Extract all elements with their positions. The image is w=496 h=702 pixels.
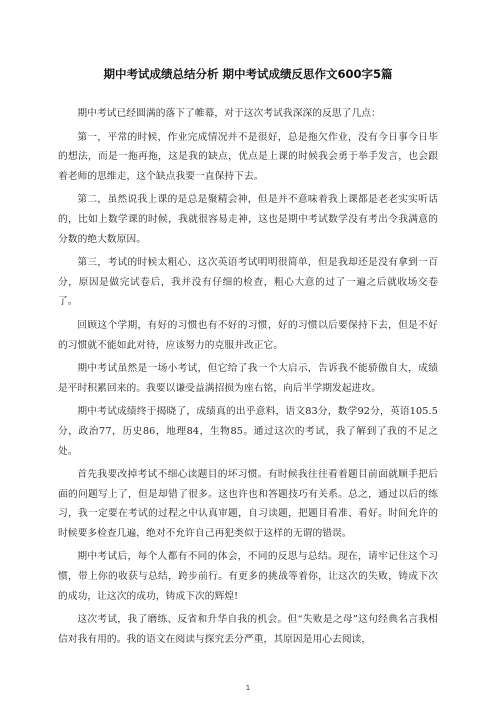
paragraph-10: 这次考试，我了磨练、反省和升华自我的机会。但“失败是之母”这句经典名言我相信对我有用的。我的语文在阅读与探究丢分严重，其原因是用心去阅读，	[58, 614, 438, 645]
paragraph-4: 第三，考试的时候太粗心、这次英语考试明明很简单，但是我却还是没有拿到一百分，原因是做完试卷后，我并没有仔细的检查，粗心大意的过了一遍之后就收场交卷了。	[58, 257, 438, 308]
paragraph-1: 期中考试已经圆满的落下了帷幕，对于这次考试我深深的反思了几点：	[77, 108, 381, 119]
paragraph-7: 期中考试成绩终于揭晓了，成绩真的出乎意料，语文83分，数学92分，英语105.5分，政治77，历史86，地理84，生物85。通过这次的考试，我了解到了我的不足之处。	[58, 406, 438, 457]
paragraph-9: 期中考试后，每个人都有不同的体会，不同的反思与总结。现在，请牢记住这个习惯，带上你的收获与总结，跨步前行。有更多的挑战等着你，让这次的失败，铸成下次的成功，让这次的成功，铸成下次的辉煌!	[58, 551, 438, 602]
paragraph-2: 第一，平常的时候，作业完成情况并不是很好，总是拖欠作业，没有今日事今日毕的想法，而是一拖再拖，这是我的缺点，优点是上课的时候我会勇于举手发言，也会跟着老师的思维走，这个缺点我要一直保持下去。	[58, 131, 438, 182]
page-number: 1	[245, 684, 251, 692]
paragraph-5: 回顾这个学期，有好的习惯也有不好的习惯，好的习惯以后要保持下去，但是不好的习惯就不能如此对待，应该努力的克服并改正它。	[58, 319, 438, 351]
document-body	[58, 104, 438, 649]
document-title: 期中考试成绩总结分析 期中考试成绩反思作文600字5篇	[103, 67, 393, 81]
paragraph-3: 第二，虽然说我上课的是总是聚精会神，但是并不意味着我上课都是老老实实听话的，比如上数学课的时候，我就很容易走神，这也是期中考试数学没有考出令我满意的分数的绝大数原因。	[58, 194, 438, 245]
paragraph-8: 首先我要改掉考试不细心读题目的坏习惯。有时候我往往看着题目前面就顺手把后面的问题写上了，但是却错了很多。这也许也和答题技巧有关系。总之，通过以后的练习，我一定要在考试的过程之中认真审题，自习读题，把题目看准、看好。时间允许的时候要多检查几遍，绝对不允许自己再犯类似于这样的无谓的错误。	[58, 469, 438, 539]
paragraph-6: 期中考试虽然是一场小考试，但它给了我一个大启示，告诉我不能骄傲自大，成绩是平时积累回来的。我要以谦受益满招损为座右铭，向后半学期发起进攻。	[58, 363, 438, 394]
